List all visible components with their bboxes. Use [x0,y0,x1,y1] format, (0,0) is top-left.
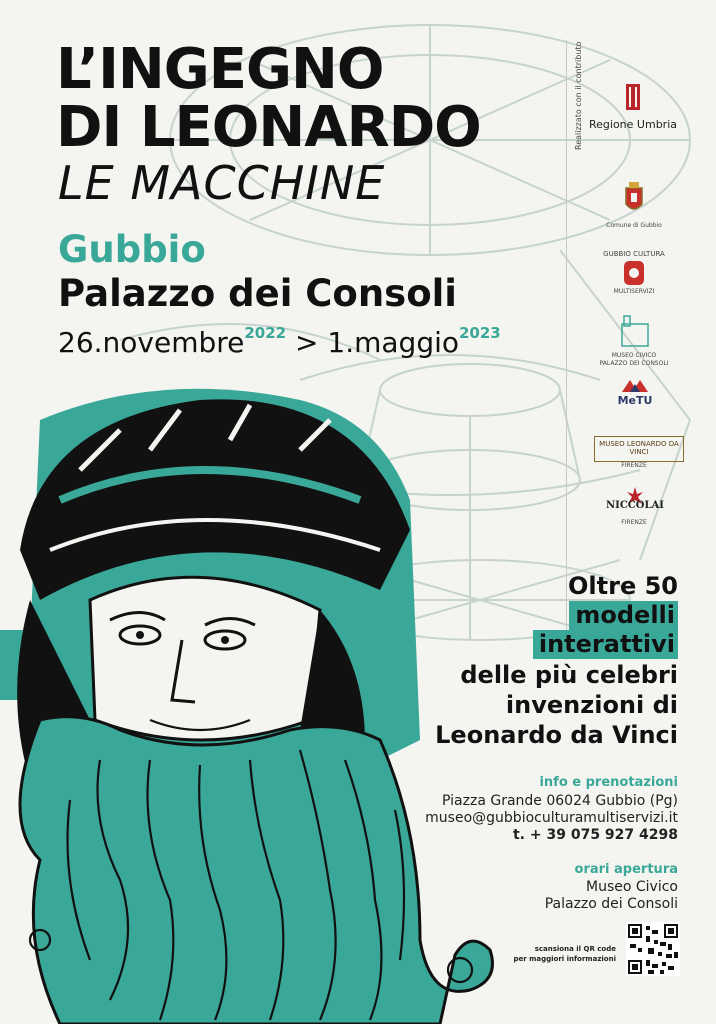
date-start: 26.novembre [58,326,245,359]
title-line-1: L’INGEGNO [56,37,384,102]
museo-leonardo-label: MUSEO LEONARDO DA VINCI [599,440,679,456]
title-line-2: DI LEONARDO [56,95,481,160]
pitch-line-4: delle più celebri [460,661,678,689]
leonardo-portrait-illustration [0,380,520,1024]
museo-civico-sublabel: PALAZZO DEI CONSOLI [599,360,669,367]
pitch-line-6: Leonardo da Vinci [435,721,678,749]
niccolai-sublabel: FIRENZE [621,519,647,526]
qr-code-icon[interactable] [626,922,680,976]
info-heading: info e prenotazioni [539,775,678,790]
comune-gubbio-label: Comune di Gubbio [606,222,662,229]
venue-name: Palazzo dei Consoli [58,272,457,315]
comune-gubbio-crest-icon [623,182,645,216]
pitch-line-2-text: modelli [569,601,678,630]
date-start-year: 2022 [244,324,287,342]
pitch-line-3 [533,629,678,659]
niccolai-label: NICCOLAI [606,500,664,511]
city-name: Gubbio [58,228,206,271]
gubbio-cultura-sublabel: MULTISERVIZI [613,288,655,295]
pitch-line-1: Oltre 50 [568,572,678,600]
info-email[interactable]: museo@gubbioculturamultiservizi.it [425,810,678,826]
sponsor-divider [566,40,567,660]
hours-heading: orari apertura [574,862,678,877]
pitch-line-3-text: interattivi [533,630,678,659]
gubbio-cultura-label: GUBBIO CULTURA [603,250,665,258]
date-end-year: 2023 [459,324,501,342]
gubbio-cultura-icon [624,261,644,285]
hours-line-1: Museo Civico [586,879,678,895]
qr-caption [512,944,616,964]
sponsor-note: Realizzato con il contributo [574,41,583,150]
subtitle: LE MACCHINE [58,156,386,210]
regione-umbria-label: Regione Umbria [589,118,677,131]
museo-civico-icon [620,314,650,348]
museo-leonardo-sublabel: FIRENZE [621,462,647,469]
museo-civico-label: MUSEO CIVICO [611,352,657,359]
qr-caption-line-2: per maggiori informazioni [513,955,616,963]
metu-label: MeTU [617,394,653,407]
exhibition-dates [58,324,501,359]
pitch-line-2 [569,600,678,630]
regione-umbria-logo [626,84,640,110]
date-end: > 1.maggio [295,326,459,359]
info-address: Piazza Grande 06024 Gubbio (Pg) [442,793,678,809]
pitch-line-5: invenzioni di [505,691,678,719]
metu-icon [620,378,650,394]
qr-caption-line-1: scansiona il QR code [534,945,616,953]
info-phone[interactable]: t. + 39 075 927 4298 [512,827,678,843]
hours-line-2: Palazzo dei Consoli [544,896,678,912]
